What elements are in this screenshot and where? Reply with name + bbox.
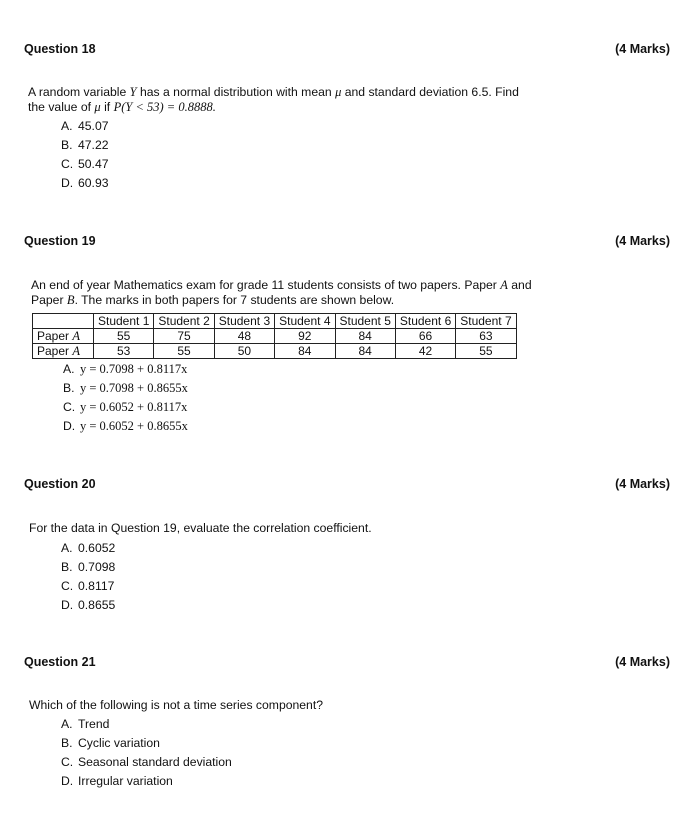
option[interactable]: A. Trend bbox=[61, 717, 110, 731]
table-header-cell: Student 4 bbox=[275, 314, 335, 329]
table-cell: 84 bbox=[335, 329, 395, 344]
table-row bbox=[33, 329, 517, 344]
table-header-cell: Student 2 bbox=[154, 314, 214, 329]
table-cell: 75 bbox=[154, 329, 214, 344]
table-cell: 50 bbox=[214, 344, 274, 359]
stem-text: . The marks in both papers for 7 students are shown below. bbox=[74, 293, 395, 307]
table-header-cell: Student 7 bbox=[456, 314, 516, 329]
option[interactable]: B. 47.22 bbox=[61, 138, 109, 152]
table-header-cell: Student 6 bbox=[395, 314, 455, 329]
option[interactable]: A. y = 0.7098 + 0.8117x bbox=[63, 362, 188, 376]
option[interactable]: C. Seasonal standard deviation bbox=[61, 755, 232, 769]
row-label: Paper A bbox=[33, 344, 94, 359]
question-20-stem: For the data in Question 19, evaluate the correlation coefficient. bbox=[29, 521, 372, 535]
table-cell: 55 bbox=[154, 344, 214, 359]
question-title: Question 18 bbox=[24, 42, 96, 56]
question-19-options bbox=[63, 360, 188, 436]
question-marks: (4 Marks) bbox=[615, 477, 670, 491]
variable-a: A bbox=[500, 278, 508, 292]
question-18-stem bbox=[28, 85, 519, 115]
variable-mu: μ bbox=[94, 100, 101, 114]
option[interactable]: B. y = 0.7098 + 0.8655x bbox=[63, 381, 188, 395]
question-19-header bbox=[24, 234, 670, 248]
question-marks: (4 Marks) bbox=[615, 655, 670, 669]
option[interactable]: A. 45.07 bbox=[61, 119, 109, 133]
option[interactable]: D. Irregular variation bbox=[61, 774, 173, 788]
option[interactable]: D. y = 0.6052 + 0.8655x bbox=[63, 419, 188, 433]
stem-text: has a normal distribution with mean bbox=[136, 85, 336, 99]
table-cell: 63 bbox=[456, 329, 516, 344]
table-cell: 42 bbox=[395, 344, 455, 359]
question-18-header bbox=[24, 42, 670, 56]
table-cell: 48 bbox=[214, 329, 274, 344]
stem-text: Paper bbox=[31, 293, 67, 307]
table-cell: 55 bbox=[94, 329, 154, 344]
table-cell: 55 bbox=[456, 344, 516, 359]
table-corner-cell bbox=[33, 314, 94, 329]
option[interactable]: A. 0.6052 bbox=[61, 541, 116, 555]
stem-text: An end of year Mathematics exam for grade 11 students consists of two papers. Paper bbox=[31, 278, 501, 292]
row-label: Paper A bbox=[33, 329, 94, 344]
table-header-row bbox=[33, 314, 517, 329]
question-title: Question 20 bbox=[24, 477, 96, 491]
question-20-header bbox=[24, 477, 670, 491]
stem-text: and bbox=[507, 278, 532, 292]
option[interactable]: D. 60.93 bbox=[61, 176, 109, 190]
question-title: Question 19 bbox=[24, 234, 96, 248]
table-cell: 84 bbox=[335, 344, 395, 359]
marks-table bbox=[32, 313, 517, 359]
question-18-options bbox=[61, 117, 109, 193]
option[interactable]: B. 0.7098 bbox=[61, 560, 116, 574]
table-cell: 92 bbox=[275, 329, 335, 344]
option[interactable]: D. 0.8655 bbox=[61, 598, 116, 612]
table-row bbox=[33, 344, 517, 359]
option[interactable]: C. 50.47 bbox=[61, 157, 109, 171]
variable-mu: μ bbox=[335, 85, 342, 99]
stem-text: if bbox=[100, 100, 114, 114]
table-header-cell: Student 5 bbox=[335, 314, 395, 329]
question-21-options bbox=[61, 715, 232, 791]
option[interactable]: C. 0.8117 bbox=[61, 579, 115, 593]
question-marks: (4 Marks) bbox=[615, 234, 670, 248]
probability-expression: P(Y < 53) = 0.8888. bbox=[113, 100, 216, 114]
option[interactable]: B. Cyclic variation bbox=[61, 736, 160, 750]
stem-text: A random variable bbox=[28, 85, 130, 99]
stem-text: and standard deviation 6.5. Find bbox=[341, 85, 519, 99]
stem-text: the value of bbox=[28, 100, 95, 114]
question-21-stem: Which of the following is not a time series component? bbox=[29, 698, 323, 712]
variable-y: Y bbox=[129, 85, 137, 99]
table-header-cell: Student 3 bbox=[214, 314, 274, 329]
table-cell: 84 bbox=[275, 344, 335, 359]
question-20-options bbox=[61, 539, 115, 615]
question-title: Question 21 bbox=[24, 655, 96, 669]
option[interactable]: C. y = 0.6052 + 0.8117x bbox=[63, 400, 188, 414]
variable-b: B bbox=[66, 293, 75, 307]
question-marks: (4 Marks) bbox=[615, 42, 670, 56]
question-19-stem bbox=[31, 278, 532, 308]
table-cell: 66 bbox=[395, 329, 455, 344]
table-header-cell: Student 1 bbox=[94, 314, 154, 329]
question-21-header bbox=[24, 655, 670, 669]
table-cell: 53 bbox=[94, 344, 154, 359]
